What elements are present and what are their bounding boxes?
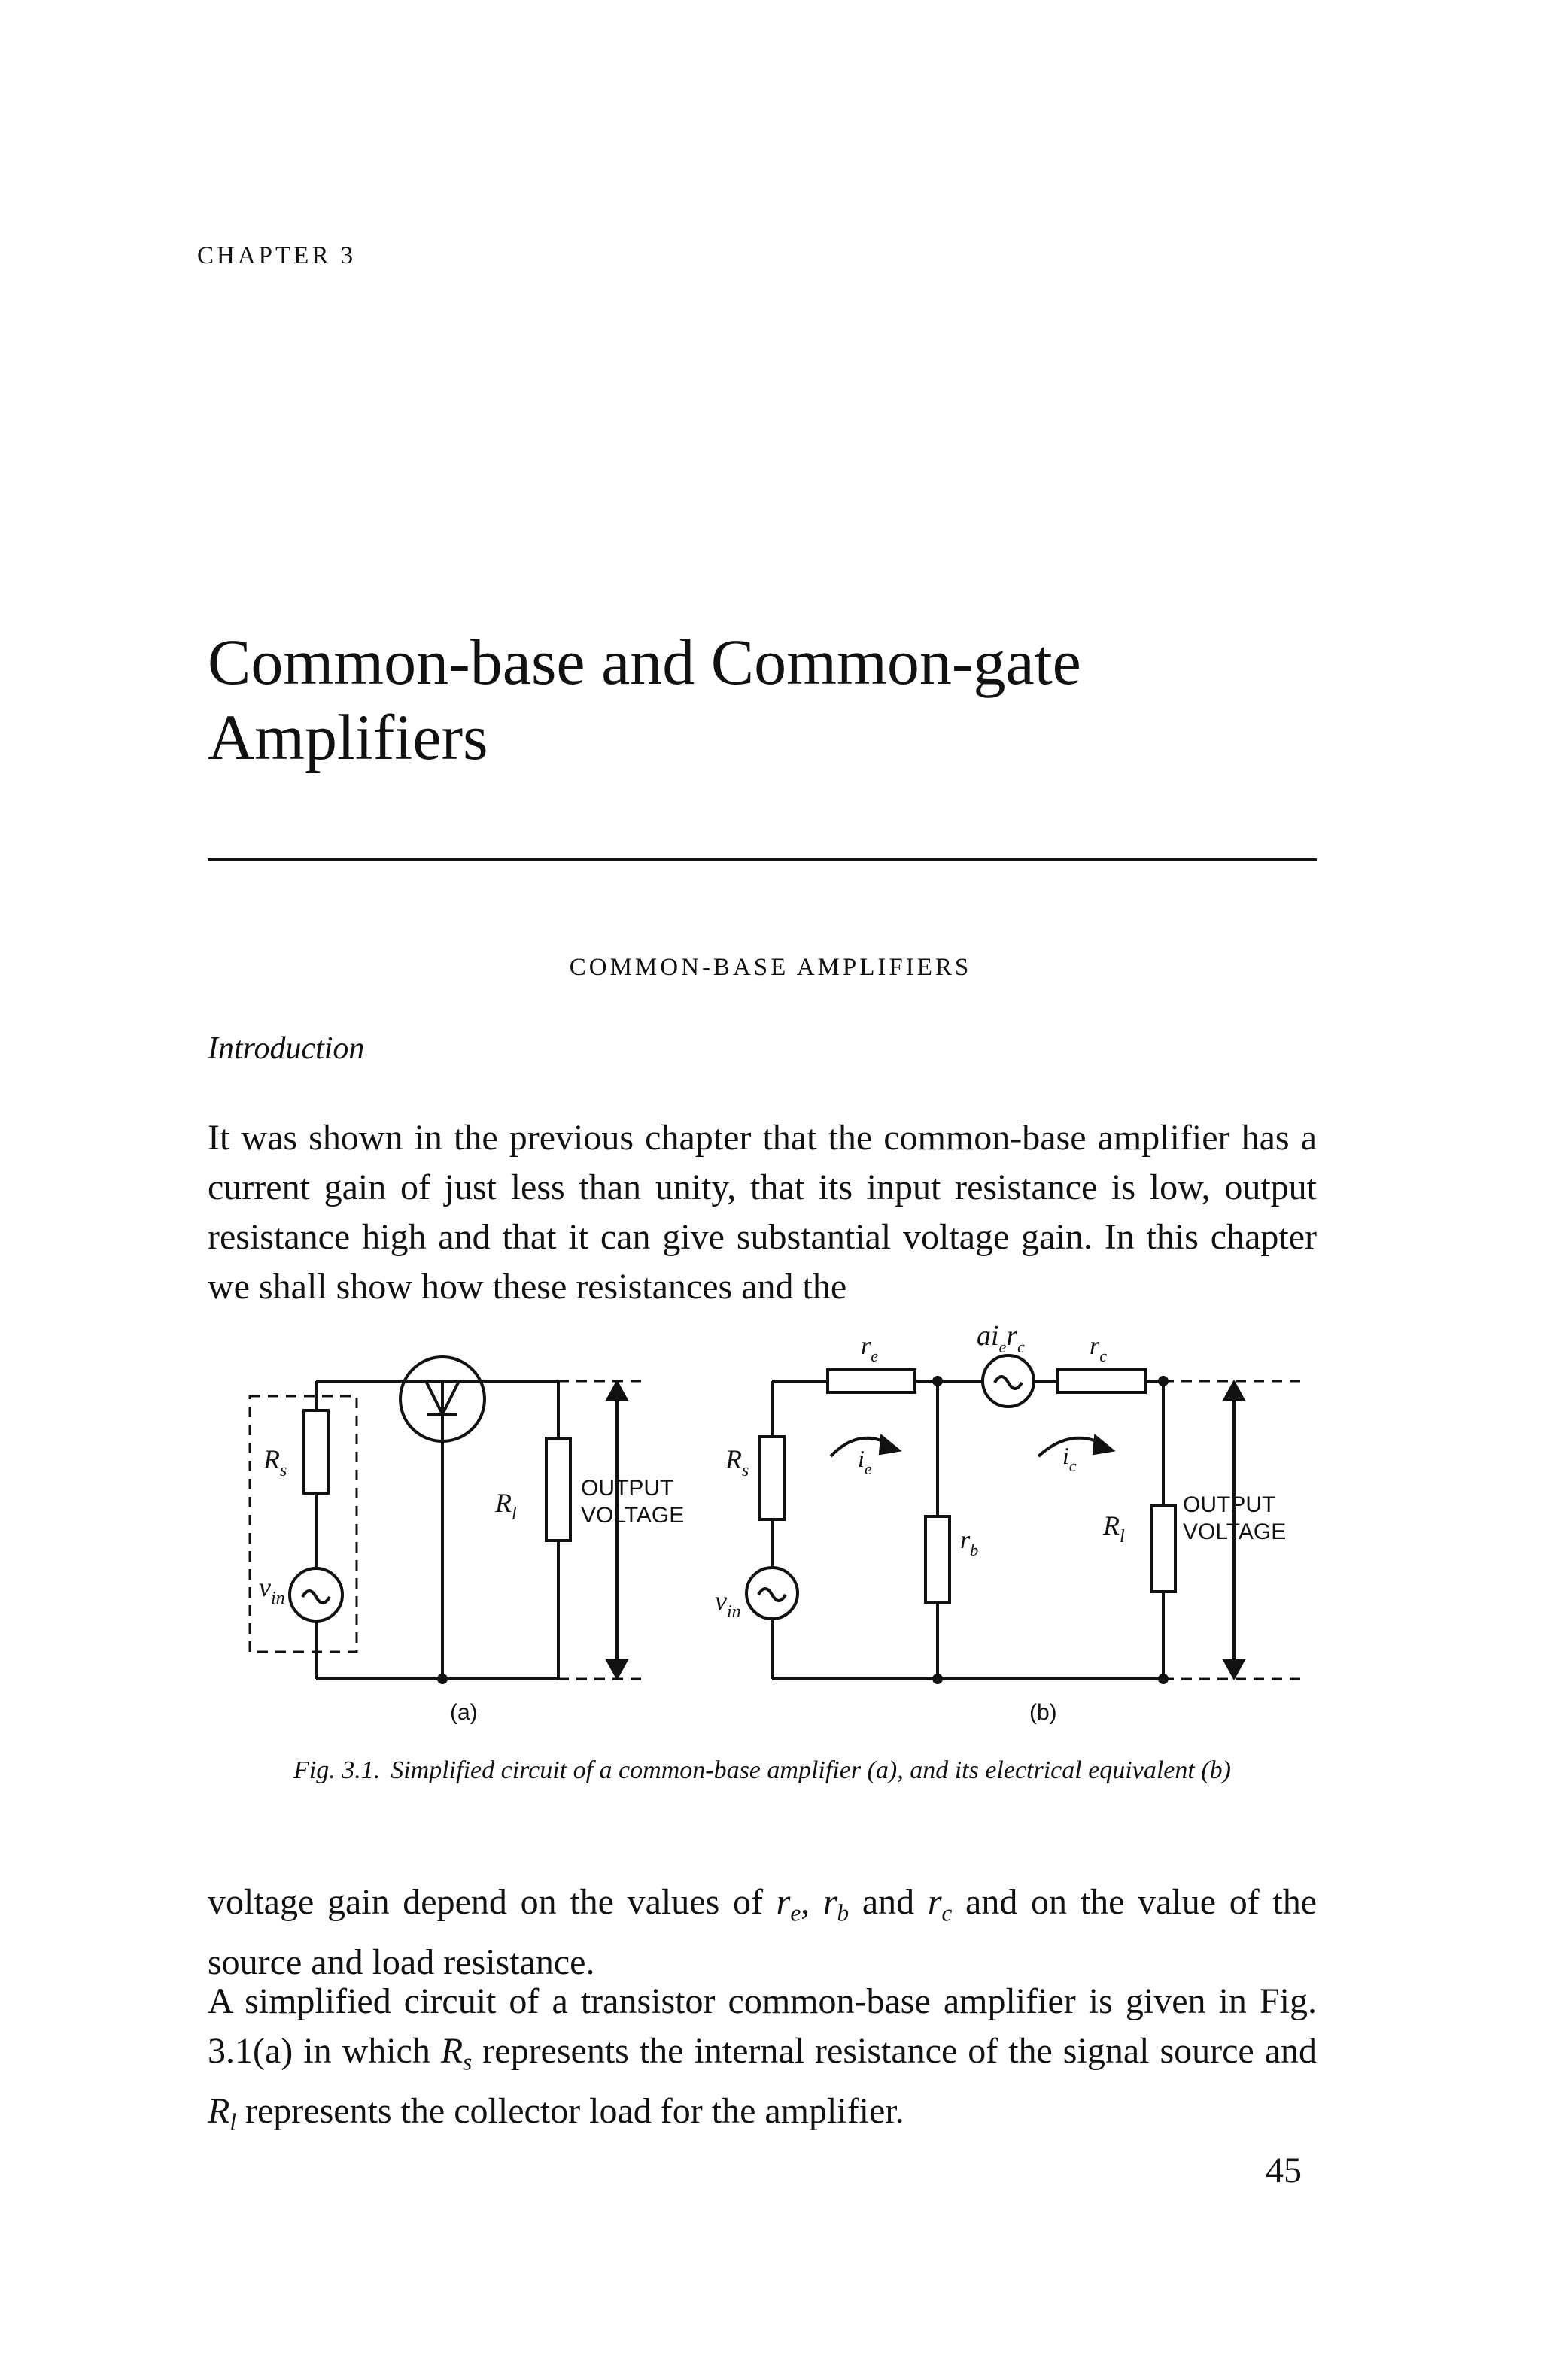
wire (442, 1381, 459, 1414)
symbol-rl: R (208, 2091, 230, 2132)
chapter-title-line-1: Common-base and Common-gate (208, 626, 1081, 698)
paragraph-1: It was shown in the previous chapter that the common-base amplifier has a current gain of just less than unity, that its input resistance is low, output resistance high and that it can give substantial voltage gain. In this chapter we shall show how these resistances and the (208, 1118, 1317, 1307)
output-label-b-2: VOLTAGE (1183, 1519, 1287, 1544)
panel-label-a: (a) (450, 1700, 478, 1725)
resistor-rl-a (546, 1438, 570, 1541)
paragraph-2-text: voltage gain depend on the values of (208, 1882, 777, 1922)
arrowhead-icon (1225, 1383, 1243, 1399)
circuit-diagram (241, 1294, 1324, 1685)
resistor-rs-b (760, 1437, 784, 1519)
subheading-introduction: Introduction (208, 1031, 365, 1066)
arrowhead-icon (608, 1383, 626, 1399)
ac-wave-icon (758, 1589, 786, 1601)
paragraph-3-text: A simplified circuit of a transistor common-base amplifier is given in Fig. 3.1(a) in which (208, 1981, 1317, 2071)
label-rl-a: $R_l$ (495, 1488, 517, 1524)
paragraph-2-text: and on the value of the source and load resistance. (208, 1882, 1318, 1983)
resistor-rl-b (1151, 1506, 1175, 1592)
paragraph-2 (208, 1878, 1317, 1987)
output-label-a-2: VOLTAGE (581, 1503, 685, 1528)
symbol-rc: r (927, 1882, 942, 1922)
label-rc: $r_c$ (1090, 1332, 1107, 1365)
symbol-rl-sub: l (229, 2108, 236, 2136)
chapter-title (208, 624, 1336, 775)
symbol-re: r (776, 1882, 791, 1922)
resistor-rc (1058, 1370, 1145, 1392)
wire (426, 1381, 442, 1414)
output-label-b-1: OUTPUT (1183, 1492, 1276, 1517)
chapter-title-line-2: Amplifiers (208, 701, 488, 773)
junction-dot (934, 1377, 941, 1385)
symbol-rs: R (440, 2031, 464, 2071)
symbol-re-sub: e (790, 1899, 801, 1926)
symbol-rb-sub: b (837, 1899, 850, 1926)
panel-label-b: (b) (1029, 1700, 1057, 1725)
ac-wave-icon (302, 1591, 330, 1603)
label-rs-b: $R_s$ (725, 1444, 749, 1480)
label-vin-b: $v_{in}$ (715, 1586, 741, 1622)
arrowhead-icon (1225, 1661, 1243, 1677)
arrowhead-icon (880, 1437, 898, 1453)
ac-wave-icon (995, 1377, 1022, 1389)
figure-3-1 (241, 1294, 1324, 1685)
caption-number: Fig. 3.1. (293, 1756, 381, 1784)
paragraph-2-text: , (801, 1882, 823, 1922)
junction-dot (439, 1675, 446, 1683)
figure-caption (208, 1754, 1317, 1787)
paragraph-3-text: represents the collector load for the amplifier. (236, 2091, 904, 2132)
resistor-re (828, 1370, 915, 1392)
symbol-rb: r (822, 1882, 837, 1922)
title-rule (208, 858, 1317, 861)
arrowhead-icon (608, 1661, 626, 1677)
label-ie: $i_e$ (858, 1445, 872, 1478)
resistor-rb (926, 1516, 950, 1602)
section-heading: COMMON-BASE AMPLIFIERS (569, 954, 972, 981)
paragraph-3 (208, 1977, 1317, 2148)
label-rs-a: $R_s$ (263, 1444, 287, 1480)
page-number: 45 (1266, 2151, 1302, 2190)
label-re: $r_e$ (861, 1332, 878, 1365)
label-vin-a: $v_{in}$ (259, 1572, 285, 1608)
label-rb: $r_b$ (960, 1526, 979, 1559)
caption-text: Simplified circuit of a common-base amplifier (a), and its electrical equivalent (b) (391, 1756, 1231, 1784)
label-rl-b: $R_l$ (1103, 1510, 1125, 1547)
paragraph-3-text: represents the internal resistance of the signal source and (472, 2031, 1317, 2071)
label-generator: $ai_er_c$ (977, 1320, 1025, 1356)
label-ic: $i_c$ (1062, 1442, 1077, 1475)
resistor-rs-a (304, 1410, 328, 1493)
symbol-rc-sub: c (941, 1899, 953, 1926)
output-label-a-1: OUTPUT (581, 1476, 674, 1501)
paragraph-2-text: and (849, 1882, 928, 1922)
junction-dot (1160, 1675, 1167, 1683)
symbol-rs-sub: s (463, 2048, 473, 2075)
arrowhead-icon (1094, 1437, 1112, 1453)
junction-dot (1160, 1377, 1167, 1385)
chapter-label: CHAPTER 3 (197, 242, 357, 269)
junction-dot (934, 1675, 941, 1683)
